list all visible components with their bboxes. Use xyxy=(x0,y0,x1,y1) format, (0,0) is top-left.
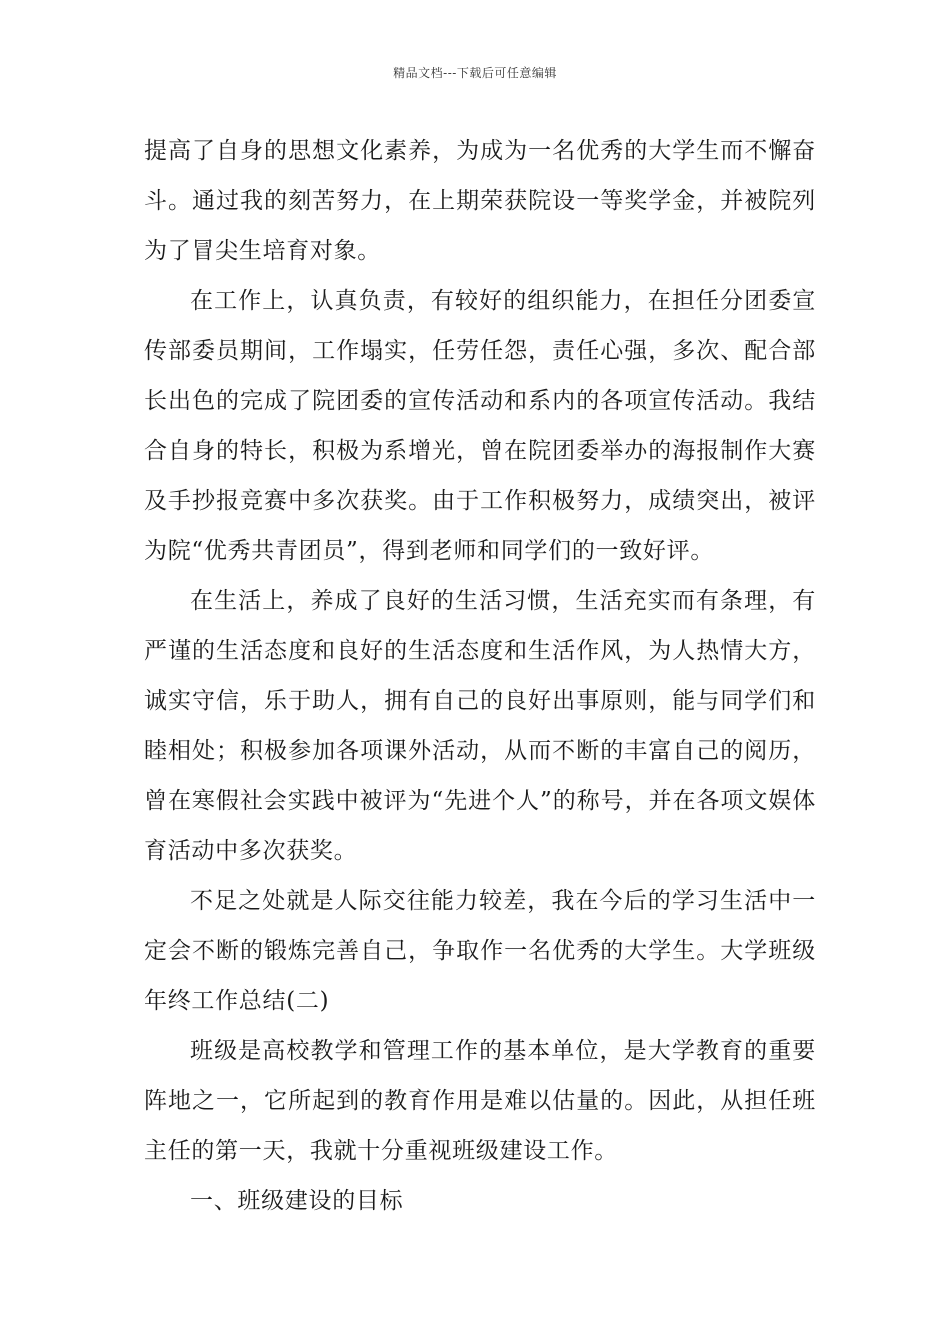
page-header: 精品文档---下载后可任意编辑 xyxy=(393,66,557,80)
paragraph-3: 在生活上，养成了良好的生活习惯，生活充实而有条理，有严谨的生活态度和良好的生活态度和生活作风，为人热情大方，诚实守信，乐于助人，拥有自己的良好出事原则，能与同学们和睦相处；积极参加各项课外活动，从而不断的丰富自己的阅历，曾在寒假社会实践中被评为“先进个人”的称号，并在各项文娱体育活动中多次获奖。 xyxy=(144,588,816,864)
paragraph-2: 在工作上，认真负责，有较好的组织能力，在担任分团委宣传部委员期间，工作塌实，任劳任怨，责任心强，多次、配合部长出色的完成了院团委的宣传活动和系内的各项宣传活动。我结合自身的特长，积极为系增光，曾在院团委举办的海报制作大赛及手抄报竞赛中多次获奖。由于工作积极努力，成绩突出，被评为院“优秀共青团员”，得到老师和同学们的一致好评。 xyxy=(144,288,816,564)
paragraph-4: 不足之处就是人际交往能力较差，我在今后的学习生活中一定会不断的锻炼完善自己，争取作一名优秀的大学生。大学班级年终工作总结(二) xyxy=(144,888,816,1014)
paragraph-5: 班级是高校教学和管理工作的基本单位，是大学教育的重要阵地之一，它所起到的教育作用是难以估量的。因此，从担任班主任的第一天，我就十分重视班级建设工作。 xyxy=(144,1038,816,1164)
paragraph-1: 提高了自身的思想文化素养，为成为一名优秀的大学生而不懈奋斗。通过我的刻苦努力，在上期荣获院设一等奖学金，并被院列为了冒尖生培育对象。 xyxy=(144,138,816,264)
document-body xyxy=(144,126,816,1226)
section-heading: 一、班级建设的目标 xyxy=(190,1188,404,1214)
